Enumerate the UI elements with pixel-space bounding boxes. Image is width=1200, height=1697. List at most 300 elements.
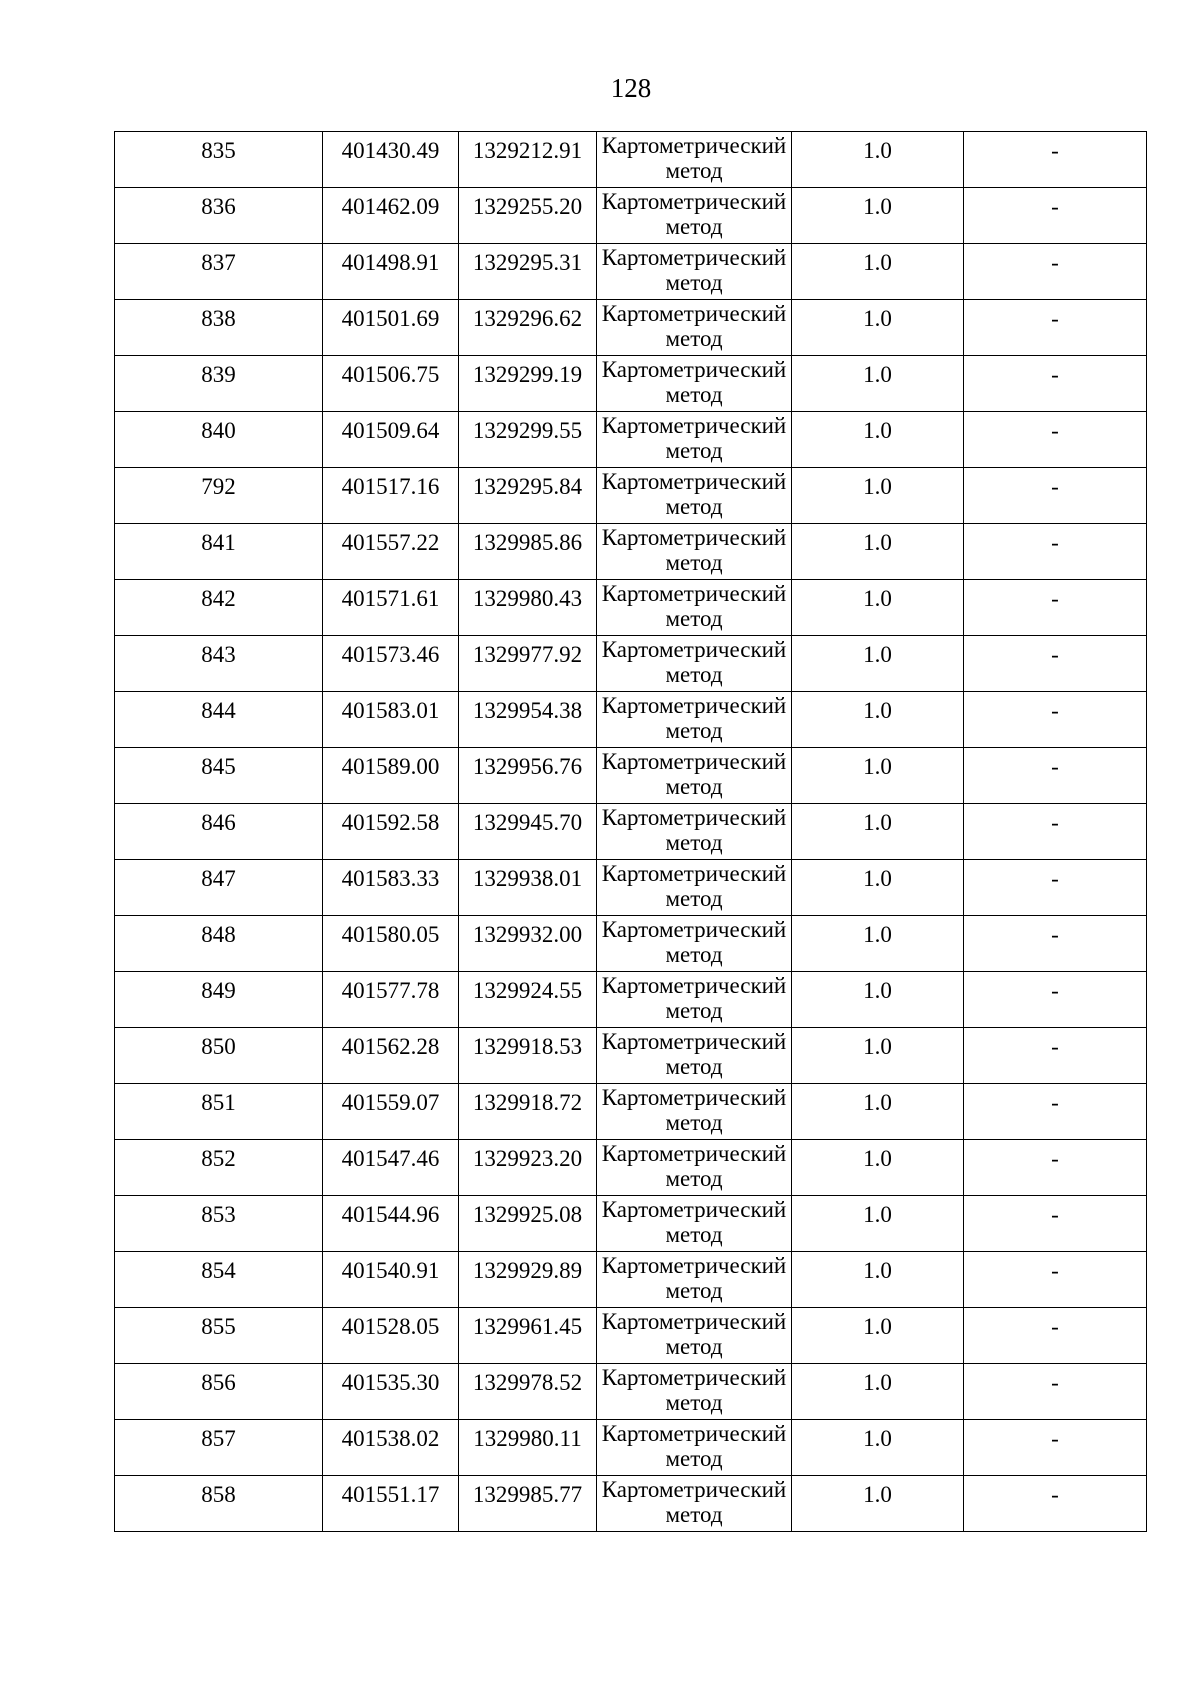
x-coordinate-cell bbox=[323, 860, 459, 916]
method-cell bbox=[597, 1196, 792, 1252]
x-coordinate-cell bbox=[323, 468, 459, 524]
point-number-cell-text: 835 bbox=[201, 138, 236, 163]
y-coordinate-cell bbox=[459, 1140, 597, 1196]
point-number-cell bbox=[115, 692, 323, 748]
method-cell-text: Картометрический метод bbox=[601, 245, 787, 295]
x-coordinate-cell-text: 401430.49 bbox=[341, 138, 440, 163]
accuracy-cell bbox=[792, 804, 964, 860]
table-row bbox=[115, 748, 1147, 804]
x-coordinate-cell bbox=[323, 916, 459, 972]
y-coordinate-cell-text: 1329980.11 bbox=[473, 1426, 582, 1451]
method-cell bbox=[597, 1252, 792, 1308]
y-coordinate-cell-text: 1329923.20 bbox=[472, 1146, 583, 1171]
y-coordinate-cell-text: 1329295.31 bbox=[472, 250, 583, 275]
point-number-cell bbox=[115, 1084, 323, 1140]
accuracy-cell-text: 1.0 bbox=[863, 1146, 892, 1171]
method-cell bbox=[597, 916, 792, 972]
point-number-cell-text: 854 bbox=[201, 1258, 236, 1283]
x-coordinate-cell bbox=[323, 1308, 459, 1364]
y-coordinate-cell bbox=[459, 692, 597, 748]
x-coordinate-cell-text: 401583.01 bbox=[341, 698, 440, 723]
table-row bbox=[115, 1308, 1147, 1364]
y-coordinate-cell bbox=[459, 1196, 597, 1252]
note-cell bbox=[964, 356, 1147, 412]
accuracy-cell bbox=[792, 580, 964, 636]
y-coordinate-cell-text: 1329925.08 bbox=[472, 1202, 583, 1227]
y-coordinate-cell-text: 1329932.00 bbox=[472, 922, 583, 947]
table-row bbox=[115, 356, 1147, 412]
x-coordinate-cell-text: 401501.69 bbox=[341, 306, 440, 331]
y-coordinate-cell bbox=[459, 1420, 597, 1476]
accuracy-cell-text: 1.0 bbox=[863, 250, 892, 275]
y-coordinate-cell-text: 1329954.38 bbox=[472, 698, 583, 723]
method-cell-text: Картометрический метод bbox=[601, 581, 787, 631]
method-cell-text: Картометрический метод bbox=[601, 1253, 787, 1303]
method-cell bbox=[597, 524, 792, 580]
method-cell-text: Картометрический метод bbox=[601, 413, 787, 463]
method-cell-text: Картометрический метод bbox=[601, 805, 787, 855]
note-cell bbox=[964, 1196, 1147, 1252]
y-coordinate-cell bbox=[459, 300, 597, 356]
method-cell bbox=[597, 636, 792, 692]
table-row bbox=[115, 300, 1147, 356]
table-row bbox=[115, 244, 1147, 300]
point-number-cell-text: 844 bbox=[201, 698, 236, 723]
y-coordinate-cell bbox=[459, 636, 597, 692]
note-cell bbox=[964, 1364, 1147, 1420]
method-cell bbox=[597, 748, 792, 804]
accuracy-cell-text: 1.0 bbox=[863, 362, 892, 387]
note-cell-text: - bbox=[1051, 1426, 1059, 1451]
method-cell bbox=[597, 300, 792, 356]
point-number-cell-text: 836 bbox=[201, 194, 236, 219]
note-cell bbox=[964, 636, 1147, 692]
point-number-cell bbox=[115, 1196, 323, 1252]
note-cell bbox=[964, 244, 1147, 300]
accuracy-cell-text: 1.0 bbox=[863, 922, 892, 947]
point-number-cell bbox=[115, 804, 323, 860]
table-row bbox=[115, 1084, 1147, 1140]
note-cell-text: - bbox=[1051, 250, 1059, 275]
x-coordinate-cell bbox=[323, 636, 459, 692]
x-coordinate-cell bbox=[323, 524, 459, 580]
accuracy-cell bbox=[792, 1308, 964, 1364]
note-cell-text: - bbox=[1051, 1090, 1059, 1115]
y-coordinate-cell bbox=[459, 188, 597, 244]
table-row bbox=[115, 1028, 1147, 1084]
method-cell bbox=[597, 132, 792, 188]
x-coordinate-cell bbox=[323, 580, 459, 636]
method-cell bbox=[597, 1084, 792, 1140]
point-number-cell bbox=[115, 636, 323, 692]
point-number-cell bbox=[115, 580, 323, 636]
accuracy-cell bbox=[792, 860, 964, 916]
y-coordinate-cell bbox=[459, 916, 597, 972]
y-coordinate-cell bbox=[459, 1476, 597, 1532]
y-coordinate-cell-text: 1329212.91 bbox=[472, 138, 583, 163]
x-coordinate-cell-text: 401540.91 bbox=[341, 1258, 440, 1283]
point-number-cell-text: 853 bbox=[201, 1202, 236, 1227]
x-coordinate-cell-text: 401573.46 bbox=[341, 642, 440, 667]
method-cell-text: Картометрический метод bbox=[601, 1085, 787, 1135]
y-coordinate-cell bbox=[459, 580, 597, 636]
point-number-cell-text: 847 bbox=[201, 866, 236, 891]
y-coordinate-cell-text: 1329977.92 bbox=[472, 642, 583, 667]
note-cell bbox=[964, 972, 1147, 1028]
accuracy-cell bbox=[792, 1084, 964, 1140]
method-cell bbox=[597, 468, 792, 524]
note-cell-text: - bbox=[1051, 866, 1059, 891]
note-cell-text: - bbox=[1051, 922, 1059, 947]
point-number-cell-text: 846 bbox=[201, 810, 236, 835]
point-number-cell-text: 837 bbox=[201, 250, 236, 275]
x-coordinate-cell bbox=[323, 1028, 459, 1084]
note-cell bbox=[964, 860, 1147, 916]
x-coordinate-cell bbox=[323, 1084, 459, 1140]
method-cell-text: Картометрический метод bbox=[601, 1477, 787, 1527]
note-cell-text: - bbox=[1051, 1370, 1059, 1395]
table-row bbox=[115, 1140, 1147, 1196]
point-number-cell bbox=[115, 468, 323, 524]
note-cell-text: - bbox=[1051, 642, 1059, 667]
x-coordinate-cell bbox=[323, 1364, 459, 1420]
point-number-cell-text: 856 bbox=[201, 1370, 236, 1395]
note-cell-text: - bbox=[1051, 530, 1059, 555]
y-coordinate-cell-text: 1329295.84 bbox=[472, 474, 583, 499]
x-coordinate-cell bbox=[323, 1196, 459, 1252]
table-row bbox=[115, 916, 1147, 972]
accuracy-cell-text: 1.0 bbox=[863, 698, 892, 723]
y-coordinate-cell-text: 1329985.77 bbox=[472, 1482, 583, 1507]
method-cell bbox=[597, 1420, 792, 1476]
y-coordinate-cell bbox=[459, 804, 597, 860]
y-coordinate-cell bbox=[459, 244, 597, 300]
note-cell-text: - bbox=[1051, 810, 1059, 835]
method-cell-text: Картометрический метод bbox=[601, 133, 787, 183]
point-number-cell-text: 851 bbox=[201, 1090, 236, 1115]
accuracy-cell bbox=[792, 1252, 964, 1308]
point-number-cell bbox=[115, 748, 323, 804]
note-cell bbox=[964, 804, 1147, 860]
method-cell bbox=[597, 804, 792, 860]
accuracy-cell-text: 1.0 bbox=[863, 810, 892, 835]
accuracy-cell bbox=[792, 692, 964, 748]
y-coordinate-cell-text: 1329945.70 bbox=[472, 810, 583, 835]
accuracy-cell-text: 1.0 bbox=[863, 1034, 892, 1059]
point-number-cell-text: 848 bbox=[201, 922, 236, 947]
y-coordinate-cell-text: 1329918.72 bbox=[472, 1090, 583, 1115]
method-cell bbox=[597, 1364, 792, 1420]
accuracy-cell bbox=[792, 1196, 964, 1252]
table-body bbox=[115, 132, 1147, 1532]
method-cell bbox=[597, 972, 792, 1028]
method-cell bbox=[597, 1140, 792, 1196]
point-number-cell bbox=[115, 1420, 323, 1476]
point-number-cell bbox=[115, 244, 323, 300]
point-number-cell-text: 843 bbox=[201, 642, 236, 667]
method-cell bbox=[597, 244, 792, 300]
table-row bbox=[115, 1252, 1147, 1308]
method-cell-text: Картометрический метод bbox=[601, 861, 787, 911]
y-coordinate-cell bbox=[459, 468, 597, 524]
x-coordinate-cell-text: 401535.30 bbox=[341, 1370, 440, 1395]
x-coordinate-cell-text: 401580.05 bbox=[341, 922, 440, 947]
x-coordinate-cell-text: 401583.33 bbox=[341, 866, 440, 891]
table-row bbox=[115, 468, 1147, 524]
accuracy-cell-text: 1.0 bbox=[863, 1482, 892, 1507]
accuracy-cell-text: 1.0 bbox=[863, 1314, 892, 1339]
method-cell-text: Картометрический метод bbox=[601, 1141, 787, 1191]
x-coordinate-cell-text: 401559.07 bbox=[341, 1090, 440, 1115]
method-cell-text: Картометрический метод bbox=[601, 301, 787, 351]
accuracy-cell-text: 1.0 bbox=[863, 530, 892, 555]
y-coordinate-cell bbox=[459, 1308, 597, 1364]
point-number-cell bbox=[115, 1028, 323, 1084]
method-cell bbox=[597, 580, 792, 636]
point-number-cell-text: 838 bbox=[201, 306, 236, 331]
table-row bbox=[115, 804, 1147, 860]
x-coordinate-cell bbox=[323, 188, 459, 244]
x-coordinate-cell bbox=[323, 1476, 459, 1532]
method-cell-text: Картометрический метод bbox=[601, 469, 787, 519]
note-cell bbox=[964, 580, 1147, 636]
point-number-cell-text: 839 bbox=[201, 362, 236, 387]
method-cell-text: Картометрический метод bbox=[601, 357, 787, 407]
note-cell-text: - bbox=[1051, 1258, 1059, 1283]
table-row bbox=[115, 132, 1147, 188]
table-row bbox=[115, 1476, 1147, 1532]
table-row bbox=[115, 1364, 1147, 1420]
accuracy-cell bbox=[792, 636, 964, 692]
note-cell bbox=[964, 188, 1147, 244]
x-coordinate-cell-text: 401557.22 bbox=[341, 530, 440, 555]
accuracy-cell-text: 1.0 bbox=[863, 1258, 892, 1283]
note-cell bbox=[964, 692, 1147, 748]
y-coordinate-cell bbox=[459, 1084, 597, 1140]
note-cell bbox=[964, 524, 1147, 580]
method-cell bbox=[597, 1028, 792, 1084]
note-cell bbox=[964, 748, 1147, 804]
point-number-cell-text: 855 bbox=[201, 1314, 236, 1339]
x-coordinate-cell-text: 401551.17 bbox=[341, 1482, 440, 1507]
x-coordinate-cell-text: 401562.28 bbox=[341, 1034, 440, 1059]
x-coordinate-cell bbox=[323, 412, 459, 468]
method-cell-text: Картометрический метод bbox=[601, 1365, 787, 1415]
note-cell-text: - bbox=[1051, 418, 1059, 443]
y-coordinate-cell-text: 1329299.19 bbox=[472, 362, 583, 387]
x-coordinate-cell bbox=[323, 692, 459, 748]
accuracy-cell bbox=[792, 1476, 964, 1532]
y-coordinate-cell-text: 1329929.89 bbox=[472, 1258, 583, 1283]
note-cell bbox=[964, 1476, 1147, 1532]
y-coordinate-cell-text: 1329980.43 bbox=[472, 586, 583, 611]
point-number-cell-text: 852 bbox=[201, 1146, 236, 1171]
method-cell-text: Картометрический метод bbox=[601, 749, 787, 799]
point-number-cell bbox=[115, 132, 323, 188]
x-coordinate-cell bbox=[323, 300, 459, 356]
table-row bbox=[115, 972, 1147, 1028]
x-coordinate-cell bbox=[323, 1140, 459, 1196]
table-row bbox=[115, 412, 1147, 468]
y-coordinate-cell-text: 1329938.01 bbox=[472, 866, 583, 891]
coordinates-table bbox=[114, 131, 1147, 1532]
accuracy-cell-text: 1.0 bbox=[863, 1370, 892, 1395]
method-cell-text: Картометрический метод bbox=[601, 973, 787, 1023]
accuracy-cell-text: 1.0 bbox=[863, 642, 892, 667]
table-row bbox=[115, 188, 1147, 244]
note-cell bbox=[964, 1028, 1147, 1084]
point-number-cell-text: 842 bbox=[201, 586, 236, 611]
point-number-cell bbox=[115, 524, 323, 580]
x-coordinate-cell bbox=[323, 1252, 459, 1308]
point-number-cell bbox=[115, 300, 323, 356]
accuracy-cell-text: 1.0 bbox=[863, 1090, 892, 1115]
accuracy-cell-text: 1.0 bbox=[863, 194, 892, 219]
point-number-cell-text: 792 bbox=[201, 474, 236, 499]
accuracy-cell bbox=[792, 356, 964, 412]
note-cell-text: - bbox=[1051, 362, 1059, 387]
method-cell bbox=[597, 692, 792, 748]
method-cell-text: Картометрический метод bbox=[601, 1421, 787, 1471]
point-number-cell-text: 849 bbox=[201, 978, 236, 1003]
page-number: 128 bbox=[610, 73, 652, 103]
accuracy-cell bbox=[792, 132, 964, 188]
accuracy-cell-text: 1.0 bbox=[863, 978, 892, 1003]
accuracy-cell bbox=[792, 468, 964, 524]
x-coordinate-cell-text: 401544.96 bbox=[341, 1202, 440, 1227]
note-cell-text: - bbox=[1051, 1146, 1059, 1171]
accuracy-cell bbox=[792, 524, 964, 580]
accuracy-cell-text: 1.0 bbox=[863, 138, 892, 163]
y-coordinate-cell bbox=[459, 860, 597, 916]
accuracy-cell bbox=[792, 916, 964, 972]
note-cell-text: - bbox=[1051, 1314, 1059, 1339]
point-number-cell bbox=[115, 1140, 323, 1196]
point-number-cell-text: 840 bbox=[201, 418, 236, 443]
method-cell-text: Картометрический метод bbox=[601, 637, 787, 687]
y-coordinate-cell-text: 1329924.55 bbox=[472, 978, 583, 1003]
point-number-cell-text: 841 bbox=[201, 530, 236, 555]
x-coordinate-cell-text: 401589.00 bbox=[341, 754, 440, 779]
method-cell-text: Картометрический метод bbox=[601, 189, 787, 239]
y-coordinate-cell-text: 1329918.53 bbox=[472, 1034, 583, 1059]
note-cell-text: - bbox=[1051, 586, 1059, 611]
point-number-cell bbox=[115, 916, 323, 972]
accuracy-cell-text: 1.0 bbox=[863, 418, 892, 443]
method-cell-text: Картометрический метод bbox=[601, 917, 787, 967]
note-cell bbox=[964, 1420, 1147, 1476]
note-cell bbox=[964, 300, 1147, 356]
x-coordinate-cell-text: 401571.61 bbox=[341, 586, 440, 611]
accuracy-cell bbox=[792, 300, 964, 356]
accuracy-cell-text: 1.0 bbox=[863, 474, 892, 499]
point-number-cell-text: 857 bbox=[201, 1426, 236, 1451]
x-coordinate-cell-text: 401528.05 bbox=[341, 1314, 440, 1339]
note-cell bbox=[964, 468, 1147, 524]
y-coordinate-cell-text: 1329255.20 bbox=[472, 194, 583, 219]
accuracy-cell bbox=[792, 188, 964, 244]
accuracy-cell-text: 1.0 bbox=[863, 1426, 892, 1451]
accuracy-cell-text: 1.0 bbox=[863, 586, 892, 611]
point-number-cell bbox=[115, 860, 323, 916]
table-row bbox=[115, 524, 1147, 580]
y-coordinate-cell bbox=[459, 1364, 597, 1420]
x-coordinate-cell-text: 401462.09 bbox=[341, 194, 440, 219]
table-row bbox=[115, 1196, 1147, 1252]
x-coordinate-cell bbox=[323, 748, 459, 804]
y-coordinate-cell-text: 1329978.52 bbox=[472, 1370, 583, 1395]
method-cell bbox=[597, 356, 792, 412]
point-number-cell bbox=[115, 972, 323, 1028]
x-coordinate-cell-text: 401592.58 bbox=[341, 810, 440, 835]
point-number-cell-text: 858 bbox=[201, 1482, 236, 1507]
accuracy-cell bbox=[792, 1028, 964, 1084]
method-cell-text: Картометрический метод bbox=[601, 1029, 787, 1079]
method-cell bbox=[597, 412, 792, 468]
accuracy-cell bbox=[792, 412, 964, 468]
note-cell bbox=[964, 132, 1147, 188]
accuracy-cell bbox=[792, 748, 964, 804]
table-row bbox=[115, 580, 1147, 636]
accuracy-cell bbox=[792, 1420, 964, 1476]
point-number-cell bbox=[115, 1364, 323, 1420]
accuracy-cell bbox=[792, 1364, 964, 1420]
point-number-cell bbox=[115, 356, 323, 412]
method-cell bbox=[597, 860, 792, 916]
x-coordinate-cell bbox=[323, 356, 459, 412]
x-coordinate-cell-text: 401509.64 bbox=[341, 418, 440, 443]
table-row bbox=[115, 636, 1147, 692]
method-cell-text: Картометрический метод bbox=[601, 1309, 787, 1359]
point-number-cell bbox=[115, 1308, 323, 1364]
y-coordinate-cell bbox=[459, 412, 597, 468]
note-cell-text: - bbox=[1051, 306, 1059, 331]
accuracy-cell-text: 1.0 bbox=[863, 1202, 892, 1227]
x-coordinate-cell-text: 401506.75 bbox=[341, 362, 440, 387]
accuracy-cell-text: 1.0 bbox=[863, 866, 892, 891]
y-coordinate-cell-text: 1329296.62 bbox=[472, 306, 583, 331]
y-coordinate-cell bbox=[459, 1028, 597, 1084]
accuracy-cell bbox=[792, 244, 964, 300]
y-coordinate-cell-text: 1329956.76 bbox=[472, 754, 583, 779]
y-coordinate-cell bbox=[459, 356, 597, 412]
method-cell-text: Картометрический метод bbox=[601, 693, 787, 743]
point-number-cell bbox=[115, 1252, 323, 1308]
accuracy-cell-text: 1.0 bbox=[863, 754, 892, 779]
note-cell-text: - bbox=[1051, 474, 1059, 499]
method-cell bbox=[597, 1308, 792, 1364]
x-coordinate-cell-text: 401577.78 bbox=[341, 978, 440, 1003]
note-cell-text: - bbox=[1051, 698, 1059, 723]
note-cell bbox=[964, 1140, 1147, 1196]
point-number-cell bbox=[115, 1476, 323, 1532]
note-cell-text: - bbox=[1051, 754, 1059, 779]
note-cell bbox=[964, 412, 1147, 468]
table-row bbox=[115, 860, 1147, 916]
note-cell-text: - bbox=[1051, 194, 1059, 219]
table-row bbox=[115, 1420, 1147, 1476]
note-cell bbox=[964, 1084, 1147, 1140]
x-coordinate-cell-text: 401517.16 bbox=[341, 474, 440, 499]
x-coordinate-cell bbox=[323, 132, 459, 188]
x-coordinate-cell-text: 401538.02 bbox=[341, 1426, 440, 1451]
point-number-cell bbox=[115, 412, 323, 468]
point-number-cell bbox=[115, 188, 323, 244]
accuracy-cell bbox=[792, 972, 964, 1028]
point-number-cell-text: 845 bbox=[201, 754, 236, 779]
x-coordinate-cell bbox=[323, 1420, 459, 1476]
accuracy-cell-text: 1.0 bbox=[863, 306, 892, 331]
